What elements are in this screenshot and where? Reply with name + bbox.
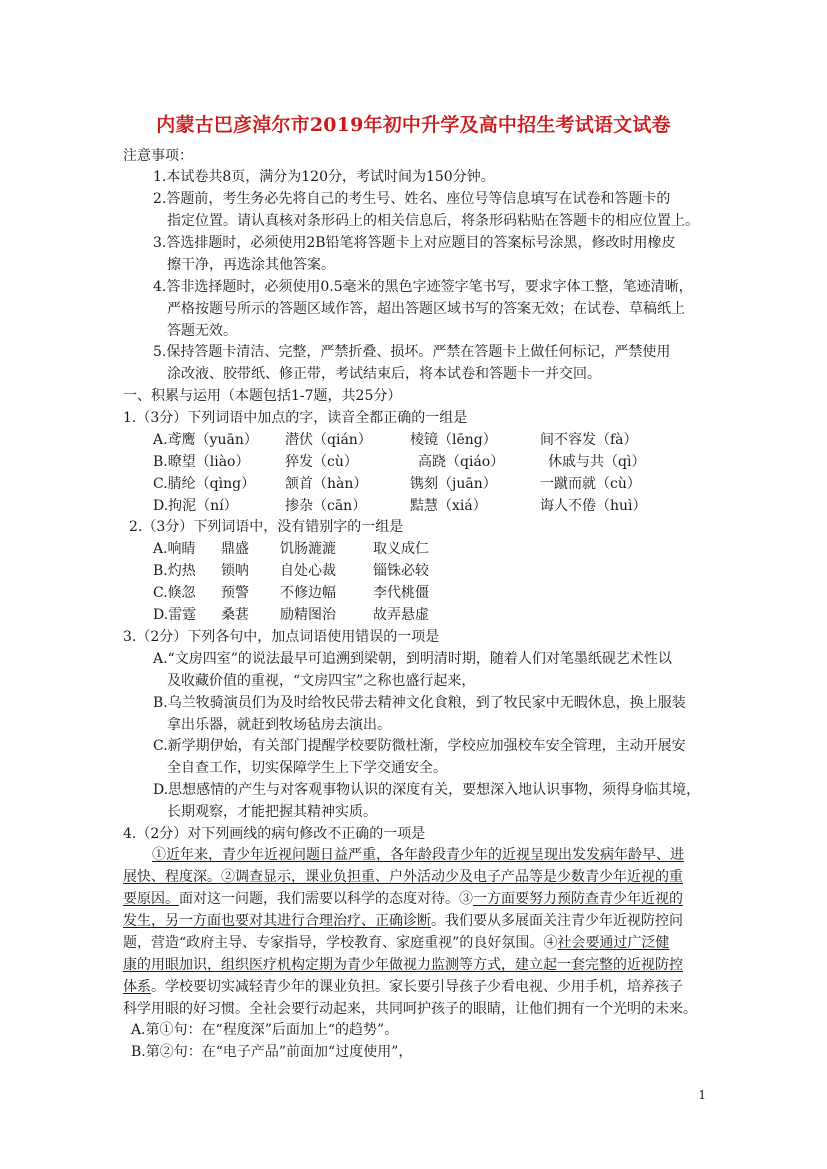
q3-option-line: C.新学期伊始，有关部门提醒学校要防微杜渐，学校应加强校车安全管理，主动开展安	[153, 738, 686, 754]
q1-option-a-2: 潜伏（qián）	[285, 432, 372, 448]
q2-option-b-4: 锱铢必较	[373, 563, 429, 579]
q1-option-d-4: 诲人不倦（huì）	[540, 498, 647, 514]
notice-line: 2.答题前，考生务必先将自己的考生号、姓名、座位号等信息填写在试卷和答题卡的	[153, 191, 671, 207]
passage-text: 题，营造“政府主导、专家指导，学校教育、家庭重视”的良好氛围。④	[123, 935, 558, 951]
q1-option-c-4: 一蹴而就（cù）	[540, 476, 641, 492]
q2-option-c-3: 不修边幅	[280, 585, 336, 601]
q2-option-a-4: 取义成仁	[373, 541, 429, 557]
question-stem: 3.（2分）下列各句中，加点词语使用错误的一项是	[123, 629, 440, 645]
underlined-sentence-4-end: 体系	[123, 979, 151, 995]
q3-option-line: 全自查工作，切实保障学生上下学交通安全。	[167, 760, 447, 776]
q1-option-c-1: C.腈纶（qìng）	[153, 476, 256, 492]
exam-title: 内蒙古巴彦淖尔市2019年初中升学及高中招生考试语文试卷	[156, 114, 671, 136]
underlined-sentence-4-mid: 康的用眼加识，组织医疗机构定期为青少年做视力监测等方式，建立起一套完整的近视防控	[123, 957, 683, 973]
q2-option-d-4: 故弄悬虚	[373, 607, 429, 623]
notice-line: 4.答非选择题时，必须使用0.5毫米的黑色字迹签字笔书写，要求字体工整，笔迹清晰，	[153, 279, 693, 295]
underlined-sentence-3-end: 发生，另一方面也要对其进行合理治疗、正确诊断	[123, 913, 431, 929]
q3-option-line: 拿出乐器，就赶到牧场毡房去演出。	[167, 717, 391, 733]
q1-option-b-4: 休戚与共（qì）	[548, 454, 646, 470]
notice-line: 涂改液、胶带纸、修正带，考试结束后，将本试卷和答题卡一并交回。	[167, 366, 601, 382]
page-number: 1	[698, 1088, 706, 1102]
passage-line	[123, 934, 669, 952]
q2-option-d-2: 桑葚	[221, 607, 249, 623]
notice-line: 3.答选排题时，必须使用2B铅笔将答题卡上对应题目的答案标号涂黑，修改时用橡皮	[153, 235, 676, 251]
q3-option-line: 及收藏价值的重视，“文房四宝”之称也盛行起来，	[167, 673, 476, 689]
passage-line	[123, 868, 683, 886]
section-heading: 一、积累与运用（本题包括1-7题，共25分）	[123, 388, 402, 404]
passage-text: 。我们要从多展面关注青少年近视防控问	[431, 913, 683, 929]
q2-option-c-4: 李代桃僵	[373, 585, 429, 601]
q2-option-a-1: A.响睛	[153, 541, 196, 557]
q2-option-c-1: C.倏忽	[153, 585, 196, 601]
passage-line	[123, 978, 683, 996]
q3-option-line: 长期观察，才能把握其精神实质。	[167, 804, 377, 820]
passage-text: 。学校要切实减轻青少年的课业负担。家长要引导孩子少看电视、少用手机，培养孩子	[151, 979, 683, 995]
q2-option-c-2: 预警	[221, 585, 249, 601]
q2-option-a-2: 鼎盛	[221, 541, 249, 557]
underlined-sentence-1: ①近年来，青少年近视问题日益严重，各年龄段青少年的近视呈现出发发病年龄早、进	[152, 847, 684, 863]
q1-option-b-2: 猝发（cù）	[285, 454, 358, 470]
notice-line: 5.保持答题卡清洁、完整，严禁折叠、损坏。严禁在答题卡上做任何标记，严禁使用	[153, 344, 671, 360]
passage-text: 面对这一问题，我们需要以科学的态度对待。③	[179, 891, 473, 907]
q4-option-b: B.第②句：在“电子产品”前面加“过度使用”，	[131, 1044, 413, 1060]
q2-option-b-3: 自处心裁	[280, 563, 336, 579]
question-stem: 1.（3分）下列词语中加点的字，读音全都正确的一组是	[123, 410, 468, 426]
q2-option-d-3: 励精图治	[280, 607, 336, 623]
passage-line	[123, 912, 683, 930]
notice-line: 擦干净，再选涂其他答案。	[167, 257, 335, 273]
q2-option-d-1: D.雷霆	[153, 607, 197, 623]
q2-option-b-2: 锁呐	[221, 563, 249, 579]
underlined-sentence-4: 社会要通过广泛健	[557, 935, 670, 951]
q1-option-a-4: 间不容发（fà）	[540, 432, 638, 448]
notice-line: 指定位置。请认真核对条形码上的相关信息后，将条形码粘贴在答题卡的相应位置上。	[167, 213, 699, 229]
notice-line: 严格按题号所示的答题区域作答，超出答题区域书写的答案无效；在试卷、草稿纸上	[167, 301, 685, 317]
question-stem: 2.（3分）下列词语中，没有错别字的一组是	[129, 519, 404, 535]
passage-line	[123, 890, 683, 908]
q1-option-a-1: A.鸢鹰（yuān）	[153, 432, 258, 448]
q3-option-line: A.“文房四室”的说法最早可追溯到梁朝，到明清时期，随着人们对笔墨纸砚艺术性以	[153, 651, 672, 667]
notice-line: 答题无效。	[167, 323, 237, 339]
q1-option-c-2: 颔首（hàn）	[285, 476, 368, 492]
underlined-sentence-1-end: 展快、程度深。	[123, 869, 221, 885]
notice-heading: 注意事项：	[123, 148, 193, 164]
underlined-sentence-2-end: 要原因。	[123, 891, 179, 907]
q1-option-b-1: B.暸望（liào）	[153, 454, 250, 470]
underlined-sentence-3: 一方面要努力预防查青少年近视的	[473, 891, 683, 907]
q1-option-d-2: 掺杂（cān）	[285, 498, 367, 514]
q1-option-d-1: D.拘泥（ní）	[153, 498, 238, 514]
q1-option-b-3: 高跷（qiáo）	[418, 454, 505, 470]
q1-option-d-3: 黠慧（xiá）	[410, 498, 487, 514]
passage-line	[152, 846, 684, 864]
notice-line: 1.本试卷共8页，满分为120分，考试时间为150分钟。	[153, 169, 495, 185]
q3-option-line: B.乌兰牧骑演员们为及时给牧民带去精神文化食粮，到了牧民家中无暇休息，换上服装	[153, 695, 686, 711]
underlined-sentence-2: ②调查显示，课业负担重、户外活动少及电子产品等是少数青少年近视的重	[221, 869, 683, 885]
q2-option-a-3: 饥肠漉漉	[280, 541, 336, 557]
q1-option-c-3: 镌刻（juān）	[410, 476, 497, 492]
q1-option-a-3: 棱镜（lēng）	[410, 432, 497, 448]
q4-option-a: A.第①句：在“程度深”后面加上“的趋势”。	[131, 1022, 399, 1038]
passage-line	[123, 956, 683, 974]
passage-line: 科学用眼的好习惯。全社会要行动起来，共同呵护孩子的眼睛，让他们拥有一个光明的未来。	[123, 1001, 697, 1017]
q2-option-b-1: B.灼热	[153, 563, 196, 579]
q3-option-line: D.思想感情的产生与对客观事物认识的深度有关，要想深入地认识事物，须得身临其境，	[153, 782, 701, 798]
question-stem: 4.（2分）对下列画线的病句修改不正确的一项是	[123, 826, 426, 842]
